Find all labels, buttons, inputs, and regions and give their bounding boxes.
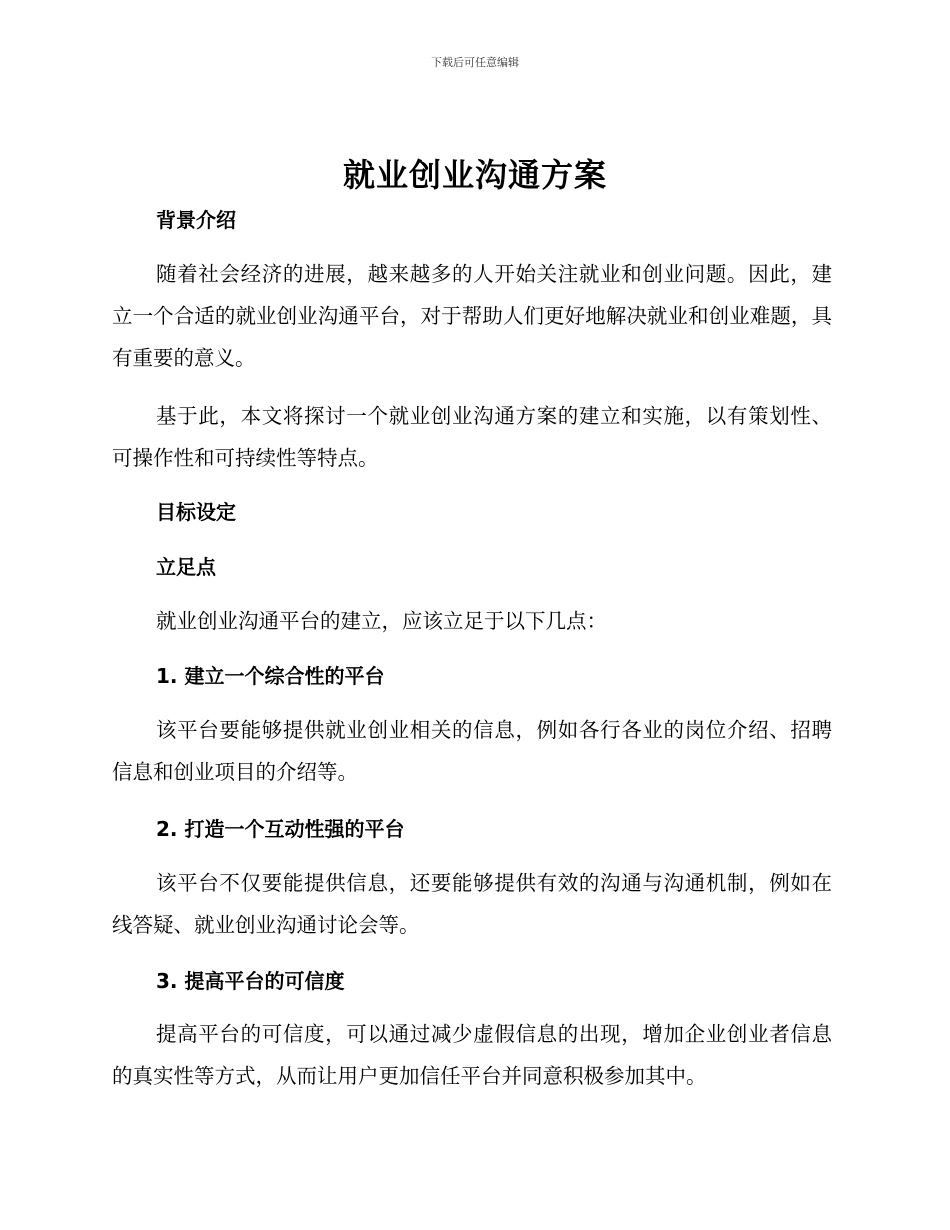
section-heading-foothold: 立足点 [156, 555, 216, 579]
document-title: 就业创业沟通方案 [342, 156, 607, 194]
paragraph-point-2: 该平台不仅要能提供信息，还要能够提供有效的沟通与沟通机制，例如在线答疑、就业创业沟通讨论会等。 [112, 871, 832, 937]
point-heading-1: 1. 建立一个综合性的平台 [156, 664, 385, 688]
paragraph-foothold: 就业创业沟通平台的建立，应该立足于以下几点： [156, 609, 607, 633]
section-heading-background: 背景介绍 [156, 208, 236, 232]
point-heading-3: 3. 提高平台的可信度 [156, 969, 345, 993]
paragraph-background-1: 随着社会经济的进展，越来越多的人开始关注就业和创业问题。因此，建立一个合适的就业创业沟通平台，对于帮助人们更好地解决就业和创业难题，具有重要的意义。 [112, 262, 832, 370]
section-heading-goals: 目标设定 [156, 500, 236, 524]
paragraph-point-3: 提高平台的可信度，可以通过减少虚假信息的出现，增加企业创业者信息的真实性等方式，从而让用户更加信任平台并同意积极参加其中。 [112, 1022, 832, 1088]
paragraph-point-1: 该平台要能够提供就业创业相关的信息，例如各行各业的岗位介绍、招聘信息和创业项目的介绍等。 [112, 718, 832, 784]
paragraph-background-2: 基于此，本文将探讨一个就业创业沟通方案的建立和实施，以有策划性、可操作性和可持续性等特点。 [112, 404, 832, 470]
point-heading-2: 2. 打造一个互动性强的平台 [156, 817, 405, 841]
header-note: 下载后可任意编辑 [431, 56, 519, 69]
